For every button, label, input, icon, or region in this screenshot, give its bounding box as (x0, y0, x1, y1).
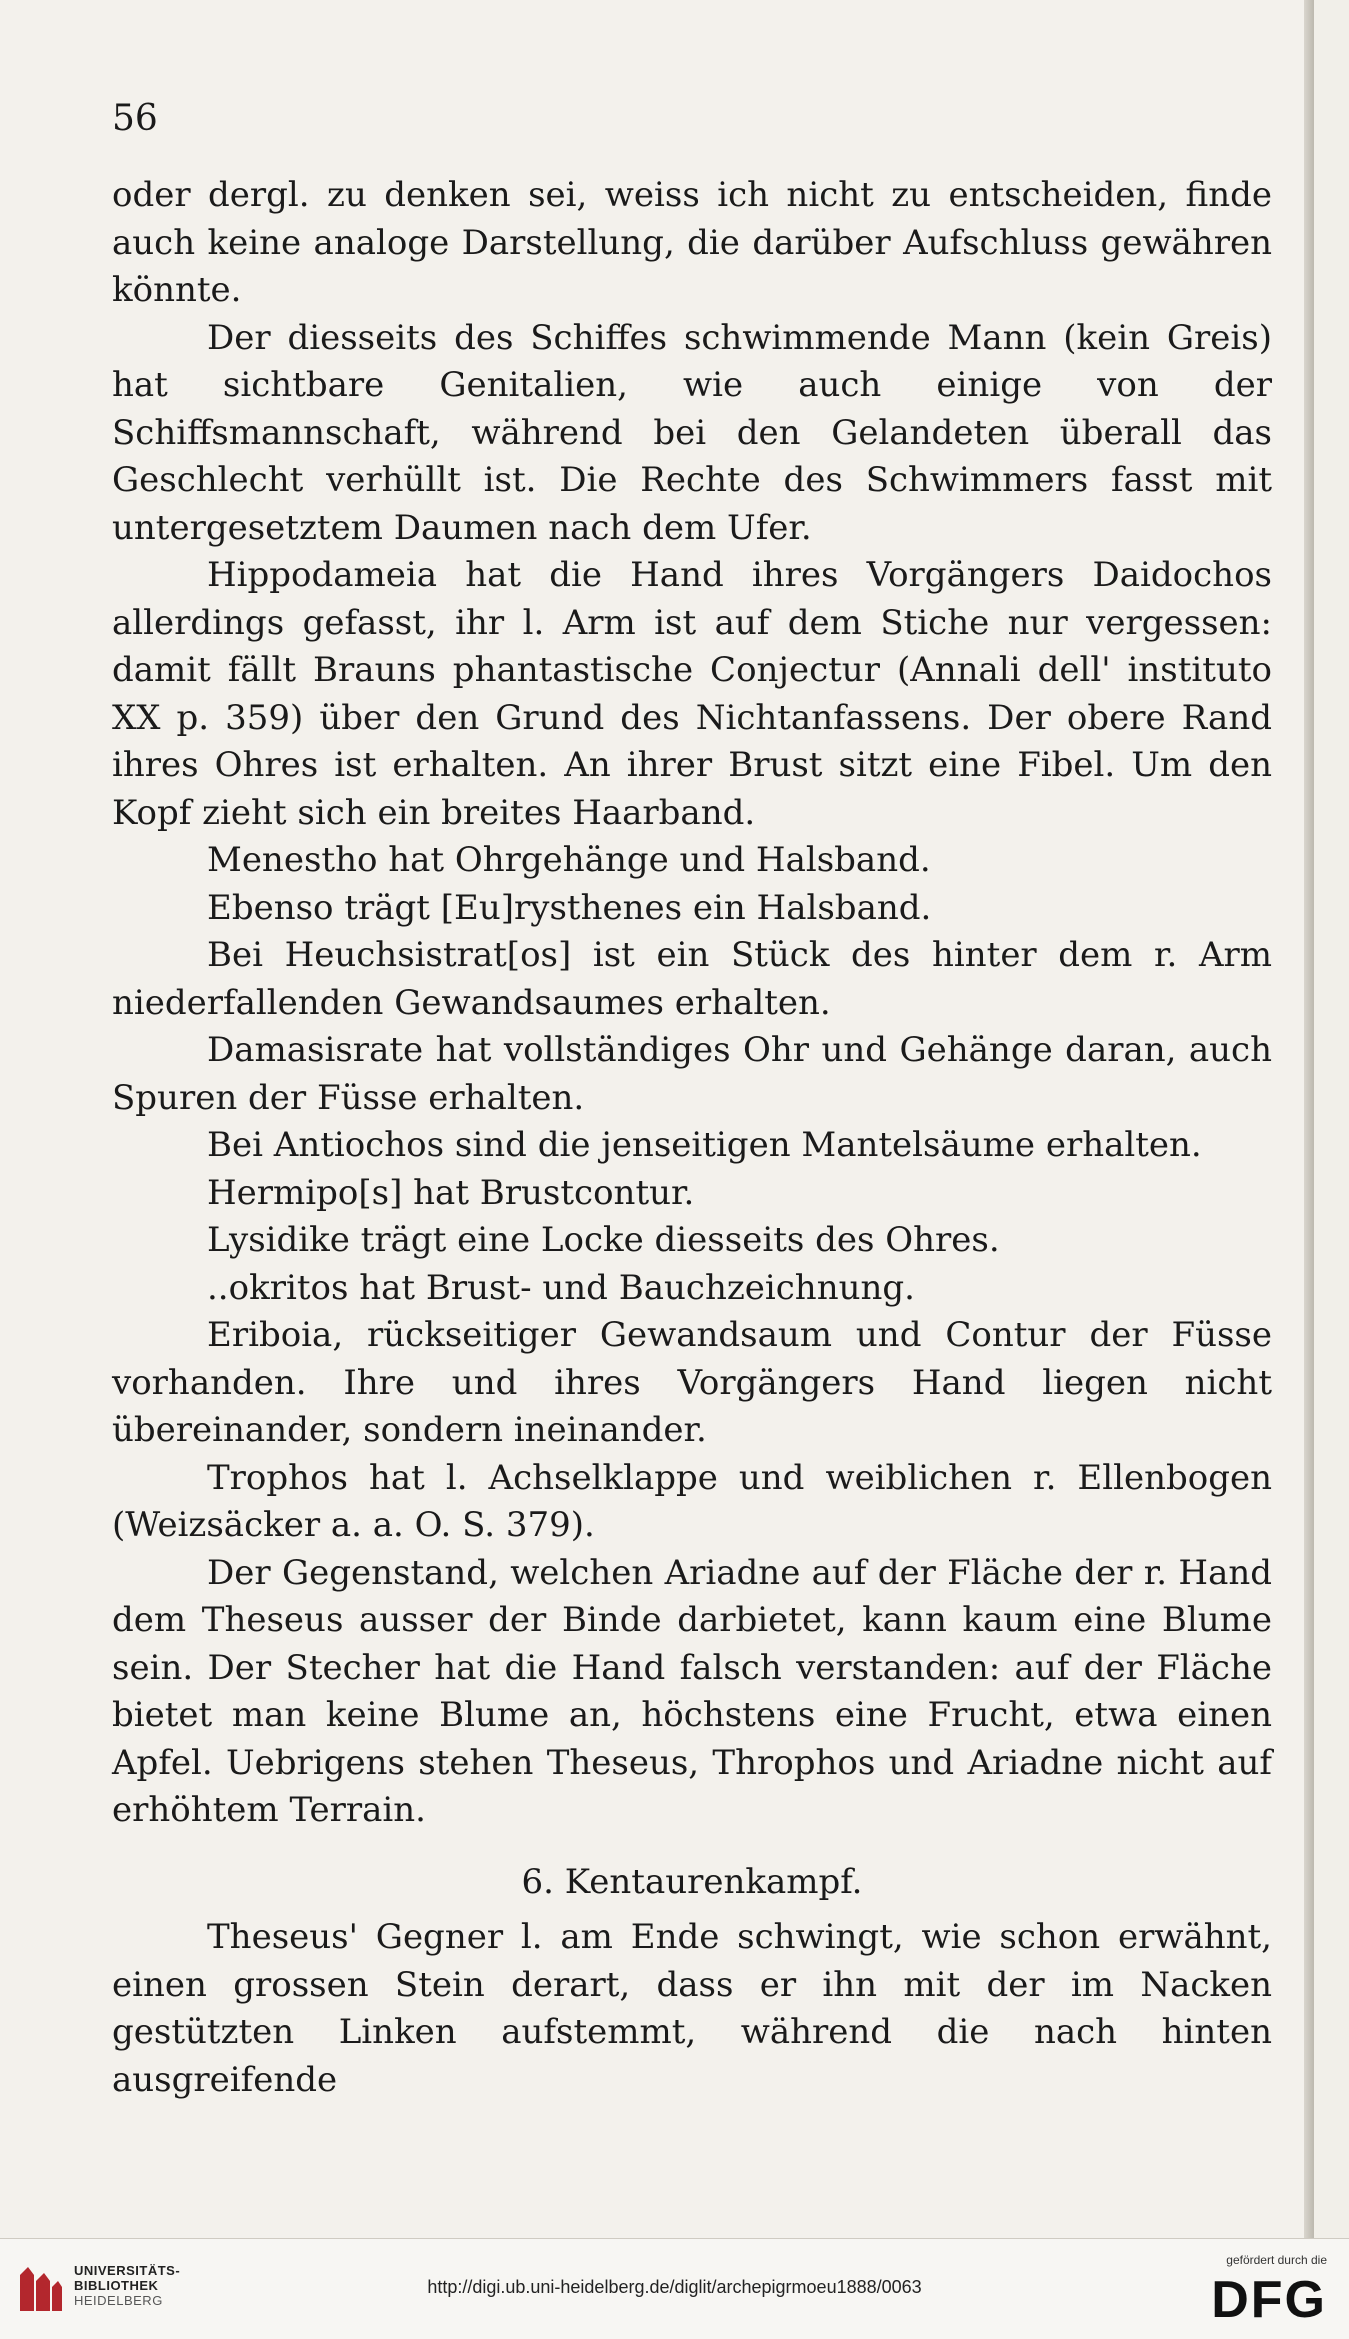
page-number: 56 (112, 98, 158, 139)
paragraph: Lysidike trägt eine Locke diesseits des Ohres. (207, 1220, 1000, 1260)
paragraph: Bei Antiochos sind die jenseitigen Mantelsäume erhalten. (207, 1125, 1202, 1165)
funding-caption: gefördert durch die (1226, 2253, 1327, 2267)
paragraph: Damasisrate hat vollständiges Ohr und Gehänge daran, auch Spuren der Füsse erhalten. (112, 1030, 1272, 1118)
paragraph: oder dergl. zu denken sei, weiss ich nicht zu entscheiden, finde auch keine analoge Darstellung, die darüber Aufschluss gewähren könnte. (112, 175, 1272, 310)
footer-bar (0, 2238, 1349, 2339)
paragraph: Der Gegenstand, welchen Ariadne auf der Fläche der r. Hand dem Theseus ausser der Binde darbietet, kann kaum eine Blume sein. Der Stecher hat die Hand falsch verstanden: auf der Fläche bietet man keine Blume an, höchstens eine Frucht, etwa einen Apfel. Uebrigens stehen Theseus, Throphos und Ariadne nicht auf erhöhtem Terrain. (112, 1552, 1272, 1830)
paragraph: Hermipo[s] hat Brustcontur. (207, 1172, 695, 1213)
paragraph: Der diesseits des Schiffes schwimmende Mann (kein Greis) hat sichtbare Genitalien, wie auch einige von der Schiffsmannschaft, während bei den Gelandeten überall das Geschlecht verhüllt ist. Die Rechte des Schwimmers fasst mit untergesetztem Daumen nach dem Ufer. (112, 317, 1272, 548)
paragraph: Theseus' Gegner l. am Ende schwingt, wie schon erwähnt, einen grossen Stein derart, dass er ihn mit der im Nacken gestützten Linken aufstemmt, während die nach hinten ausgreifende (112, 1917, 1272, 2100)
paragraph: Trophos hat l. Achselklappe und weiblichen r. Ellenbogen (Weizsäcker a. a. O. S. 379). (112, 1457, 1272, 1545)
dfg-logo: DFG (1211, 2271, 1327, 2329)
paragraph: Eriboia, rückseitiger Gewandsaum und Contur der Füsse vorhanden. Ihre und ihres Vorgängers Hand liegen nicht übereinander, sondern ineinander. (112, 1315, 1272, 1450)
section-heading: 6. Kentaurenkampf. (521, 1861, 863, 1902)
paragraph: Bei Heuchsistrat[os] ist ein Stück des hinter dem r. Arm niederfallenden Gewandsaumes erhalten. (112, 935, 1272, 1023)
library-name: UNIVERSITÄTS- BIBLIOTHEK HEIDELBERG (74, 2263, 181, 2308)
paragraph: ..okritos hat Brust- und Bauchzeichnung. (207, 1267, 915, 1308)
paragraph: Menestho hat Ohrgehänge und Halsband. (207, 840, 931, 880)
paragraph: Ebenso trägt [Eu]rysthenes ein Halsband. (207, 887, 932, 928)
permalink-url[interactable]: http://digi.ub.uni-heidelberg.de/diglit/archepigrmoeu1888/0063 (427, 2277, 922, 2297)
body-text (112, 172, 1272, 2104)
paragraph: Hippodameia hat die Hand ihres Vorgängers Daidochos allerdings gefasst, ihr l. Arm ist auf dem Stiche nur vergessen: damit fällt Brauns phantastische Conjectur (Annali dell' instituto XX p. 359) über den Grund des Nichtanfassens. Der obere Rand ihres Ohres ist erhalten. An ihrer Brust sitzt eine Fibel. Um den Kopf zieht sich ein breites Haarband. (112, 555, 1272, 833)
